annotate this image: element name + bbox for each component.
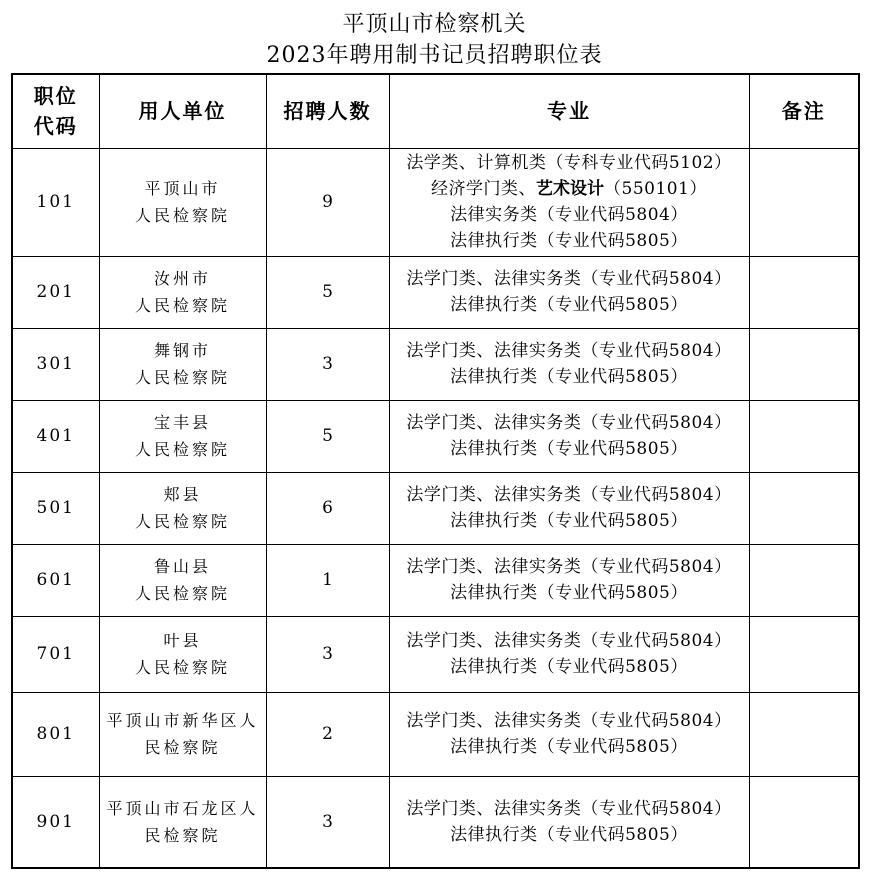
major-line: 法学门类、法律实务类（专业代码5804）: [406, 711, 732, 731]
major-line-art-design: 艺术设计: [536, 179, 605, 199]
major-cell: [389, 544, 749, 616]
table-row: [12, 148, 859, 256]
remarks-cell: [749, 148, 859, 256]
employer-cell: [99, 148, 266, 256]
major-line: 法律执行类（专业代码5805）: [450, 657, 688, 677]
position-code-cell: 901: [12, 776, 99, 868]
header-headcount: 招聘人数: [266, 74, 389, 148]
document-title: [0, 0, 869, 71]
table-row: [12, 616, 859, 692]
major-line: 法学类、计算机类（专科专业代码5102）: [406, 153, 732, 173]
major-line-pre: 经济学门类、: [431, 179, 537, 199]
employer-cell: [99, 472, 266, 544]
table-header-row: [12, 74, 859, 148]
major-line: 法律执行类（专业代码5805）: [450, 295, 688, 315]
major-line: 法学门类、法律实务类（专业代码5804）: [406, 485, 732, 505]
remarks-cell: [749, 544, 859, 616]
remarks-cell: [749, 776, 859, 868]
major-line: 法学门类、法律实务类（专业代码5804）: [406, 269, 732, 289]
major-cell: [389, 616, 749, 692]
position-code-cell: 401: [12, 400, 99, 472]
headcount-cell: 6: [266, 472, 389, 544]
major-line: 法学门类、法律实务类（专业代码5804）: [406, 413, 732, 433]
employer-line: 平顶山市: [144, 179, 221, 198]
table-row: [12, 472, 859, 544]
major-cell: [389, 328, 749, 400]
employer-cell: [99, 776, 266, 868]
major-line: 法律执行类（专业代码5805）: [450, 737, 688, 757]
header-position-code: [12, 74, 99, 148]
employer-line: 平顶山市石龙区人: [106, 798, 259, 818]
headcount-cell: 5: [266, 400, 389, 472]
table-row: [12, 400, 859, 472]
major-line: 法学门类、法律实务类（专业代码5804）: [406, 557, 732, 577]
recruitment-position-table: [11, 73, 860, 869]
title-line-1: 平顶山市检察机关: [342, 12, 527, 37]
remarks-cell: [749, 256, 859, 328]
header-major: 专业: [389, 74, 749, 148]
position-code-cell: 101: [12, 148, 99, 256]
title-line-2: 2023年聘用制书记员招聘职位表: [266, 43, 603, 68]
table-row: [12, 544, 859, 616]
employer-cell: [99, 328, 266, 400]
table-row: [12, 328, 859, 400]
employer-line: 民检察院: [144, 738, 221, 757]
header-employer: 用人单位: [99, 74, 266, 148]
employer-cell: [99, 400, 266, 472]
employer-line: 鲁山县: [153, 557, 211, 576]
remarks-cell: [749, 692, 859, 776]
employer-line: 人民检察院: [134, 368, 230, 387]
remarks-cell: [749, 616, 859, 692]
employer-line: 叶县: [163, 631, 202, 650]
headcount-cell: 9: [266, 148, 389, 256]
remarks-cell: [749, 400, 859, 472]
employer-cell: [99, 616, 266, 692]
employer-line: 宝丰县: [153, 413, 211, 432]
employer-line: 郏县: [163, 485, 202, 504]
position-code-cell: 701: [12, 616, 99, 692]
major-cell: [389, 148, 749, 256]
major-cell: [389, 692, 749, 776]
headcount-cell: 3: [266, 776, 389, 868]
major-line: 法学门类、法律实务类（专业代码5804）: [406, 341, 732, 361]
table-row: [12, 256, 859, 328]
table-row: [12, 776, 859, 868]
employer-line: 人民检察院: [134, 584, 230, 603]
position-code-cell: 501: [12, 472, 99, 544]
major-line: 法律执行类（专业代码5805）: [450, 583, 688, 603]
employer-line: 人民检察院: [134, 658, 230, 677]
table-row: [12, 692, 859, 776]
employer-line: 舞钢市: [153, 341, 211, 360]
employer-cell: [99, 256, 266, 328]
header-position-code-line1: 职位: [33, 84, 78, 109]
major-cell: [389, 776, 749, 868]
remarks-cell: [749, 328, 859, 400]
remarks-cell: [749, 472, 859, 544]
employer-line: 人民检察院: [134, 512, 230, 531]
position-code-cell: 201: [12, 256, 99, 328]
employer-line: 人民检察院: [134, 206, 230, 225]
headcount-cell: 1: [266, 544, 389, 616]
employer-line: 人民检察院: [134, 296, 230, 315]
major-cell: [389, 256, 749, 328]
header-remarks: 备注: [749, 74, 859, 148]
employer-cell: [99, 692, 266, 776]
major-line: [392, 176, 747, 202]
headcount-cell: 3: [266, 616, 389, 692]
major-cell: [389, 400, 749, 472]
employer-line: 平顶山市新华区人: [106, 711, 259, 730]
major-line: 法学门类、法律实务类（专业代码5804）: [406, 798, 732, 819]
headcount-cell: 3: [266, 328, 389, 400]
major-line-post: （550101）: [604, 179, 707, 199]
major-line: 法律执行类（专业代码5805）: [450, 439, 688, 459]
position-code-cell: 801: [12, 692, 99, 776]
headcount-cell: 5: [266, 256, 389, 328]
major-line: 法律执行类（专业代码5805）: [450, 824, 688, 845]
major-line: 法律执行类（专业代码5805）: [450, 511, 688, 531]
employer-line: 民检察院: [144, 825, 221, 845]
major-line: 法律执行类（专业代码5805）: [450, 367, 688, 387]
headcount-cell: 2: [266, 692, 389, 776]
header-position-code-line2: 代码: [33, 114, 78, 139]
employer-cell: [99, 544, 266, 616]
major-line: 法律执行类（专业代码5805）: [450, 231, 688, 251]
position-code-cell: 301: [12, 328, 99, 400]
employer-line: 汝州市: [153, 269, 211, 288]
employer-line: 人民检察院: [134, 440, 230, 459]
position-code-cell: 601: [12, 544, 99, 616]
major-line: 法律实务类（专业代码5804）: [450, 205, 688, 225]
major-line: 法学门类、法律实务类（专业代码5804）: [406, 631, 732, 651]
major-cell: [389, 472, 749, 544]
